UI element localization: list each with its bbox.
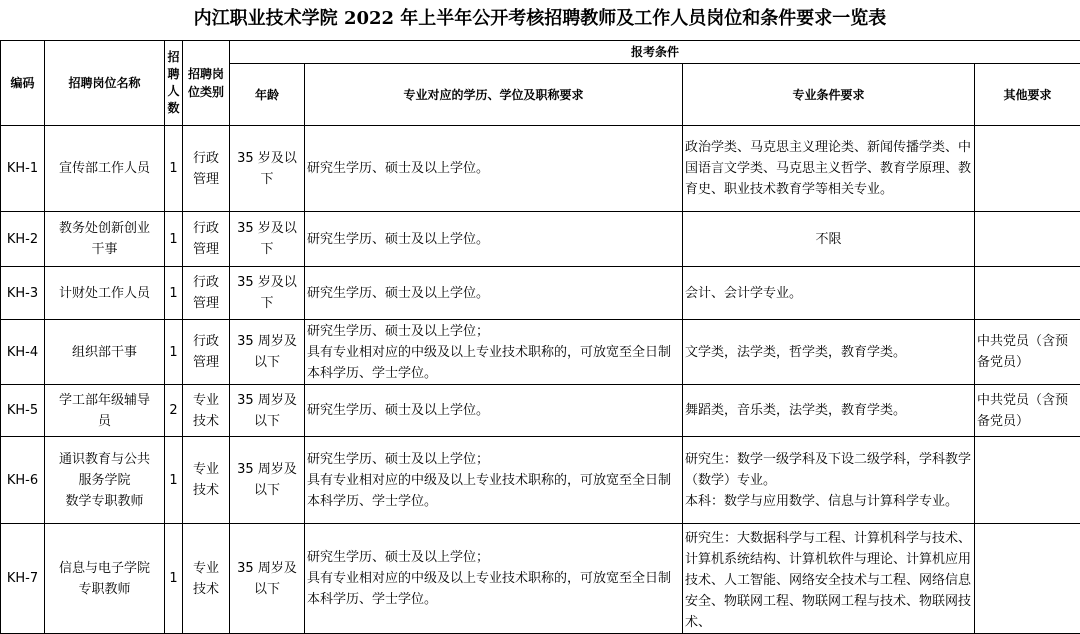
table-row — [1, 126, 1080, 212]
row-education: 研究生学历、硕士及以上学位。 — [305, 267, 683, 320]
recruitment-table — [0, 40, 1080, 634]
row-education: 研究生学历、硕士及以上学位。 — [305, 385, 683, 437]
row-other — [975, 267, 1080, 320]
header-code: 编码 — [1, 41, 45, 126]
row-position: 通识教育与公共 服务学院 数学专职教师 — [45, 437, 165, 524]
row-age: 35 周岁及 以下 — [230, 524, 305, 634]
row-major: 舞蹈类，音乐类，法学类，教育学类。 — [683, 385, 975, 437]
header-other: 其他要求 — [975, 64, 1080, 126]
row-age: 35 周岁及 以下 — [230, 385, 305, 437]
header-category: 招聘岗 位类别 — [183, 41, 230, 126]
row-category: 行政 管理 — [183, 212, 230, 267]
table-row — [1, 267, 1080, 320]
row-position: 宣传部工作人员 — [45, 126, 165, 212]
row-education: 研究生学历、硕士及以上学位； 具有专业相对应的中级及以上专业技术职称的，可放宽至全日制本科学历、学士学位。 — [305, 320, 683, 385]
row-category: 行政 管理 — [183, 126, 230, 212]
row-code: KH-5 — [1, 385, 45, 437]
row-other: 中共党员（含预备党员） — [975, 320, 1080, 385]
table-title: 内江职业技术学院 2022 年上半年公开考核招聘教师及工作人员岗位和条件要求一览表 — [0, 0, 1080, 40]
header-conditions: 报考条件 — [230, 41, 1080, 64]
row-age: 35 周岁及 以下 — [230, 437, 305, 524]
row-age: 35 岁及以 下 — [230, 126, 305, 212]
row-education: 研究生学历、硕士及以上学位； 具有专业相对应的中级及以上专业技术职称的，可放宽至全日制本科学历、学士学位。 — [305, 524, 683, 634]
row-code: KH-4 — [1, 320, 45, 385]
table-row — [1, 524, 1080, 634]
row-major: 政治学类、马克思主义理论类、新闻传播学类、中国语言文学类、马克思主义哲学、教育学原理、教育史、职业技术教育学等相关专业。 — [683, 126, 975, 212]
row-other — [975, 212, 1080, 267]
row-position: 信息与电子学院 专职教师 — [45, 524, 165, 634]
row-other: 中共党员（含预备党员） — [975, 385, 1080, 437]
row-age: 35 岁及以 下 — [230, 267, 305, 320]
row-code: KH-2 — [1, 212, 45, 267]
row-age: 35 岁及以 下 — [230, 212, 305, 267]
row-other — [975, 524, 1080, 634]
row-other — [975, 126, 1080, 212]
table-row — [1, 212, 1080, 267]
header-education: 专业对应的学历、学位及职称要求 — [305, 64, 683, 126]
row-code: KH-3 — [1, 267, 45, 320]
row-position: 计财处工作人员 — [45, 267, 165, 320]
row-count: 2 — [165, 385, 183, 437]
row-position: 教务处创新创业 干事 — [45, 212, 165, 267]
header-row-top — [1, 41, 1080, 64]
row-major: 不限 — [683, 212, 975, 267]
row-category: 专业 技术 — [183, 524, 230, 634]
row-count: 1 — [165, 126, 183, 212]
table-row — [1, 385, 1080, 437]
row-count: 1 — [165, 212, 183, 267]
row-age: 35 周岁及 以下 — [230, 320, 305, 385]
row-education: 研究生学历、硕士及以上学位。 — [305, 212, 683, 267]
row-code: KH-6 — [1, 437, 45, 524]
row-count: 1 — [165, 524, 183, 634]
header-count: 招 聘 人 数 — [165, 41, 183, 126]
table-row — [1, 437, 1080, 524]
row-major: 会计、会计学专业。 — [683, 267, 975, 320]
row-position: 组织部干事 — [45, 320, 165, 385]
row-other — [975, 437, 1080, 524]
row-code: KH-1 — [1, 126, 45, 212]
row-major: 研究生：大数据科学与工程、计算机科学与技术、计算机系统结构、计算机软件与理论、计算机应用技术、人工智能、网络安全技术与工程、网络信息安全、物联网工程、物联网工程与技术、物联网技术、 — [683, 524, 975, 634]
row-major: 文学类，法学类，哲学类，教育学类。 — [683, 320, 975, 385]
row-category: 专业 技术 — [183, 437, 230, 524]
table-row — [1, 320, 1080, 385]
row-position: 学工部年级辅导 员 — [45, 385, 165, 437]
row-major: 研究生：数学一级学科及下设二级学科，学科教学（数学）专业。 本科：数学与应用数学、信息与计算科学专业。 — [683, 437, 975, 524]
row-category: 行政 管理 — [183, 267, 230, 320]
row-category: 行政 管理 — [183, 320, 230, 385]
row-category: 专业 技术 — [183, 385, 230, 437]
header-age: 年龄 — [230, 64, 305, 126]
row-education: 研究生学历、硕士及以上学位； 具有专业相对应的中级及以上专业技术职称的，可放宽至全日制本科学历、学士学位。 — [305, 437, 683, 524]
row-count: 1 — [165, 320, 183, 385]
row-count: 1 — [165, 437, 183, 524]
row-education: 研究生学历、硕士及以上学位。 — [305, 126, 683, 212]
row-code: KH-7 — [1, 524, 45, 634]
row-count: 1 — [165, 267, 183, 320]
header-major: 专业条件要求 — [683, 64, 975, 126]
header-position: 招聘岗位名称 — [45, 41, 165, 126]
